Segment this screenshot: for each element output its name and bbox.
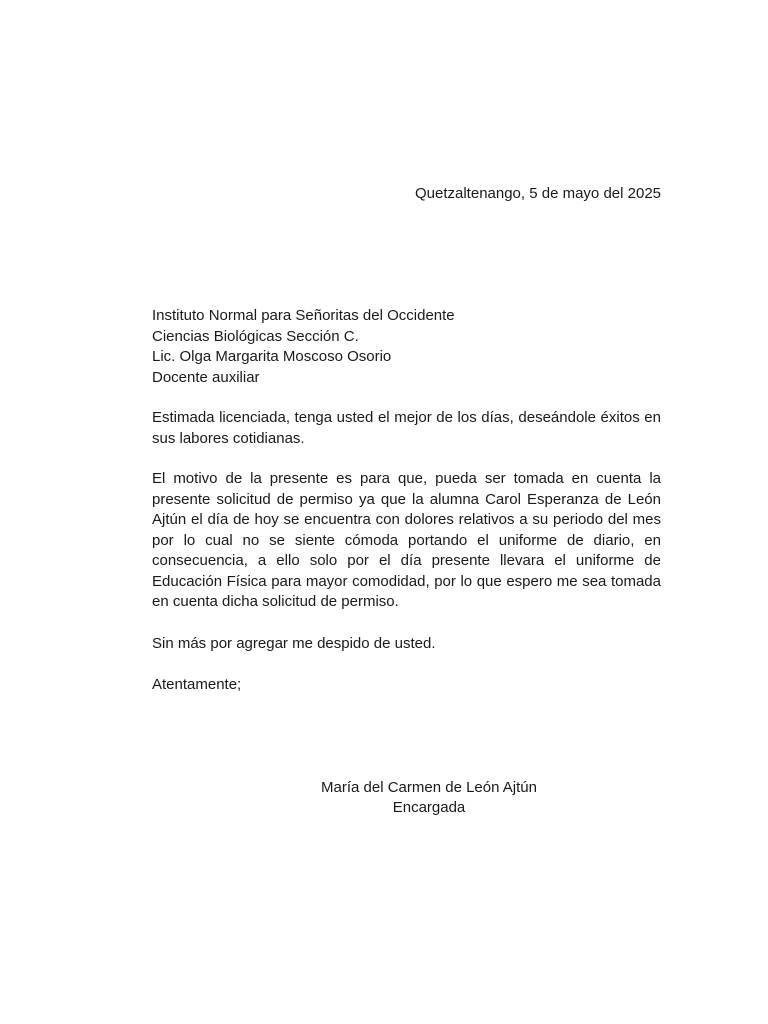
signature-name: María del Carmen de León Ajtún xyxy=(321,779,537,796)
recipient-name: Lic. Olga Margarita Moscoso Osorio xyxy=(152,348,392,365)
letter-date: Quetzaltenango, 5 de mayo del 2025 xyxy=(414,185,661,202)
recipient-block xyxy=(152,306,662,388)
greeting-paragraph: Estimada licenciada, tenga usted el mejor de los días, deseándole éxitos en sus labores cotidianas. xyxy=(152,409,661,447)
recipient-title: Docente auxiliar xyxy=(152,368,260,386)
recipient-institution: Instituto Normal para Señoritas del Occidente xyxy=(152,307,455,324)
signature-role: Encargada xyxy=(392,799,466,816)
signature-block xyxy=(229,778,629,818)
body-paragraph: El motivo de la presente es para que, pueda ser tomada en cuenta la presente solicitud de permiso ya que la alumna Carol Esperanza de León Ajtún el día de hoy se encuentra con dolores relativos a su periodo del mes por lo cual no se siente cómoda portando el uniforme de diario, en consecuencia, a ello solo por el día presente llevara el uniforme de Educación Física para mayor comodidad, por lo que espero me sea tomada en cuenta dicha solicitud de permiso. xyxy=(152,470,661,610)
closing-line: Atentamente; xyxy=(152,676,242,693)
recipient-department: Ciencias Biológicas Sección C. xyxy=(152,327,359,345)
farewell-paragraph: Sin más por agregar me despido de usted. xyxy=(152,635,436,652)
